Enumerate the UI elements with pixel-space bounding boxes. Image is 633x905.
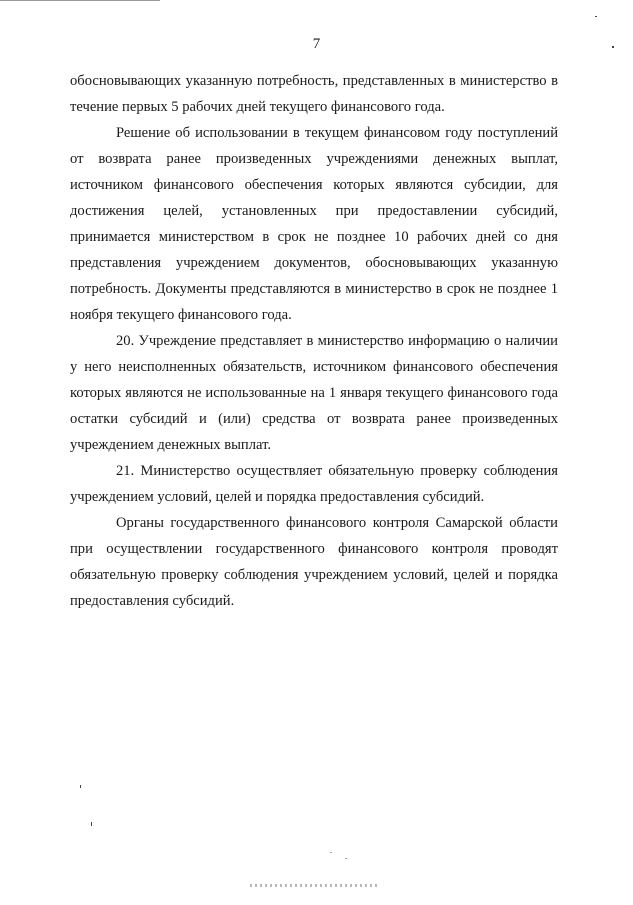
scan-edge-line	[0, 0, 160, 1]
scan-speck	[345, 858, 347, 859]
paragraph-continuation: обосновывающих указанную потребность, представленных в министерство в течение первых 5 рабочих дней текущего финансового года.	[70, 73, 558, 115]
scan-noise	[250, 884, 380, 887]
document-body	[70, 68, 558, 614]
scan-speck	[330, 852, 332, 853]
paragraph-20: 20. Учреждение представляет в министерство информацию о наличии у него неисполненных обязательств, источником финансового обеспечения которых являются не использованные на 1 января текущего финансового года остатки субсидий и (или) средства от возврата ранее произведенных учреждением денежных выплат.	[70, 333, 558, 453]
scan-speck	[80, 785, 81, 788]
paragraph-financial-control: Органы государственного финансового контроля Самарской области при осуществлении государственного финансового контроля проводят обязательную проверку соблюдения учреждением условий, целей и порядка предоставления субсидий.	[70, 515, 558, 609]
scan-speck	[612, 46, 614, 48]
scan-speck	[91, 822, 92, 826]
paragraph-decision-on-use: Решение об использовании в текущем финансовом году поступлений от возврата ранее произведенных учреждениями денежных выплат, источником финансового обеспечения которых являются субсидии, для достижения целей, установленных при предоставлении субсидий, принимается министерством в срок не позднее 10 рабочих дней со дня представления учреждением документов, обосновывающих указанную потребность. Документы представляются в министерство в срок не позднее 1 ноября текущего финансового года.	[70, 125, 558, 323]
paragraph-21: 21. Министерство осуществляет обязательную проверку соблюдения учреждением условий, целей и порядка предоставления субсидий.	[70, 463, 558, 505]
page-number: 7	[312, 36, 321, 52]
scan-speck	[595, 16, 597, 17]
